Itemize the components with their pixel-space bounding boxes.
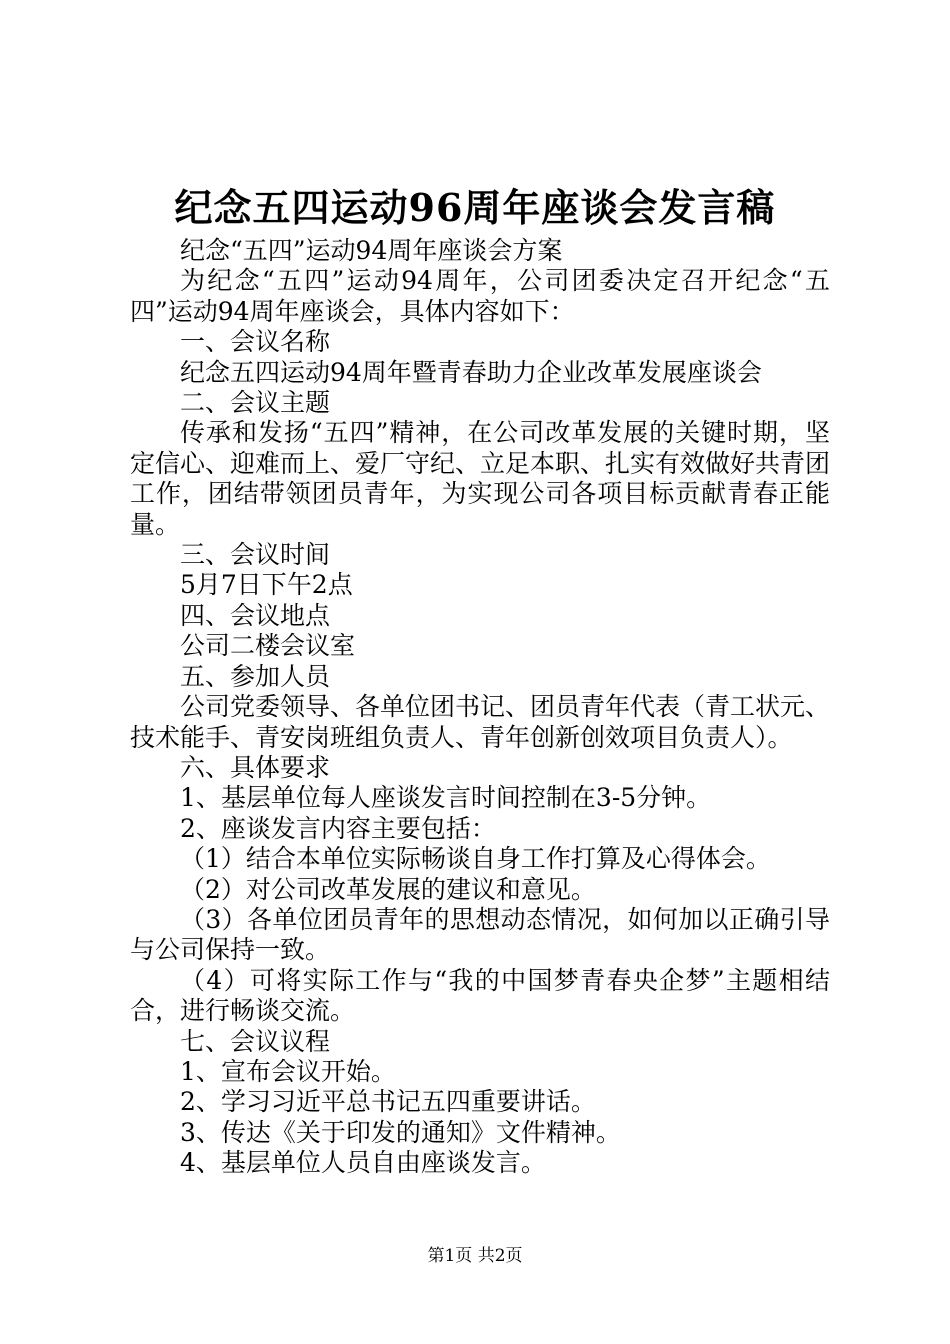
paragraph-requirement-2-3: （3）各单位团员青年的思想动态情况，如何加以正确引导与公司保持一致。 [130,904,830,965]
heading-agenda: 七、会议议程 [180,1026,331,1056]
paragraph-meeting-theme: 传承和发扬“五四”精神，在公司改革发展的关键时期，坚定信心、迎难而上、爱厂守纪、立足本职、扎实有效做好共青团工作，团结带领团员青年，为实现公司各项目标贡献青春正能量。 [130,418,831,539]
paragraph-requirement-2-4: （4）可将实际工作与“我的中国梦青春央企梦”主题相结合，进行畅谈交流。 [130,965,830,1026]
heading-participants: 五、参加人员 [180,661,331,691]
heading-meeting-time: 三、会议时间 [180,540,331,570]
paragraph-agenda-1: 1、宣布会议开始。 [180,1056,396,1086]
paragraph-participants: 公司党委领导、各单位团书记、团员青年代表（青工状元、技术能手、青安岗班组负责人、青年创新创效项目负责人）。 [130,692,831,752]
paragraph-agenda-3: 3、传达《关于印发的通知》文件精神。 [180,1117,621,1147]
page-total: 共2页 [477,1246,523,1266]
paragraph-meeting-location: 公司二楼会议室 [180,631,356,661]
heading-requirements: 六、具体要求 [180,752,331,782]
paragraph-agenda-2: 2、学习习近平总书记五四重要讲话。 [180,1087,596,1117]
heading-meeting-name: 一、会议名称 [180,327,331,357]
paragraph-intro: 为纪念“五四”运动94周年，公司团委决定召开纪念“五四”运动94周年座谈会，具体内容如下： [130,266,830,326]
paragraph-agenda-4: 4、基层单位人员自由座谈发言。 [180,1148,546,1178]
paragraph-requirement-1: 1、基层单位每人座谈发言时间控制在3-5分钟。 [180,783,712,813]
document-title: 纪念五四运动96周年座谈会发言稿 [174,185,776,230]
paragraph-requirement-2-1: （1）结合本单位实际畅谈自身工作打算及心得体会。 [180,844,771,874]
paragraph-requirement-2-2: （2）对公司改革发展的建议和意见。 [180,874,596,904]
heading-meeting-location: 四、会议地点 [180,600,331,630]
paragraph-meeting-name: 纪念五四运动94周年暨青春助力企业改革发展座谈会 [180,357,762,387]
paragraph-meeting-time: 5月7日下午2点 [180,570,353,600]
document-body [130,236,830,1179]
page-footer [0,1244,950,1268]
page-number: 第1页 [427,1246,473,1266]
paragraph-requirement-2: 2、座谈发言内容主要包括： [180,813,496,843]
heading-meeting-theme: 二、会议主题 [180,388,331,418]
paragraph-plan-title: 纪念“五四”运动94周年座谈会方案 [180,236,563,265]
